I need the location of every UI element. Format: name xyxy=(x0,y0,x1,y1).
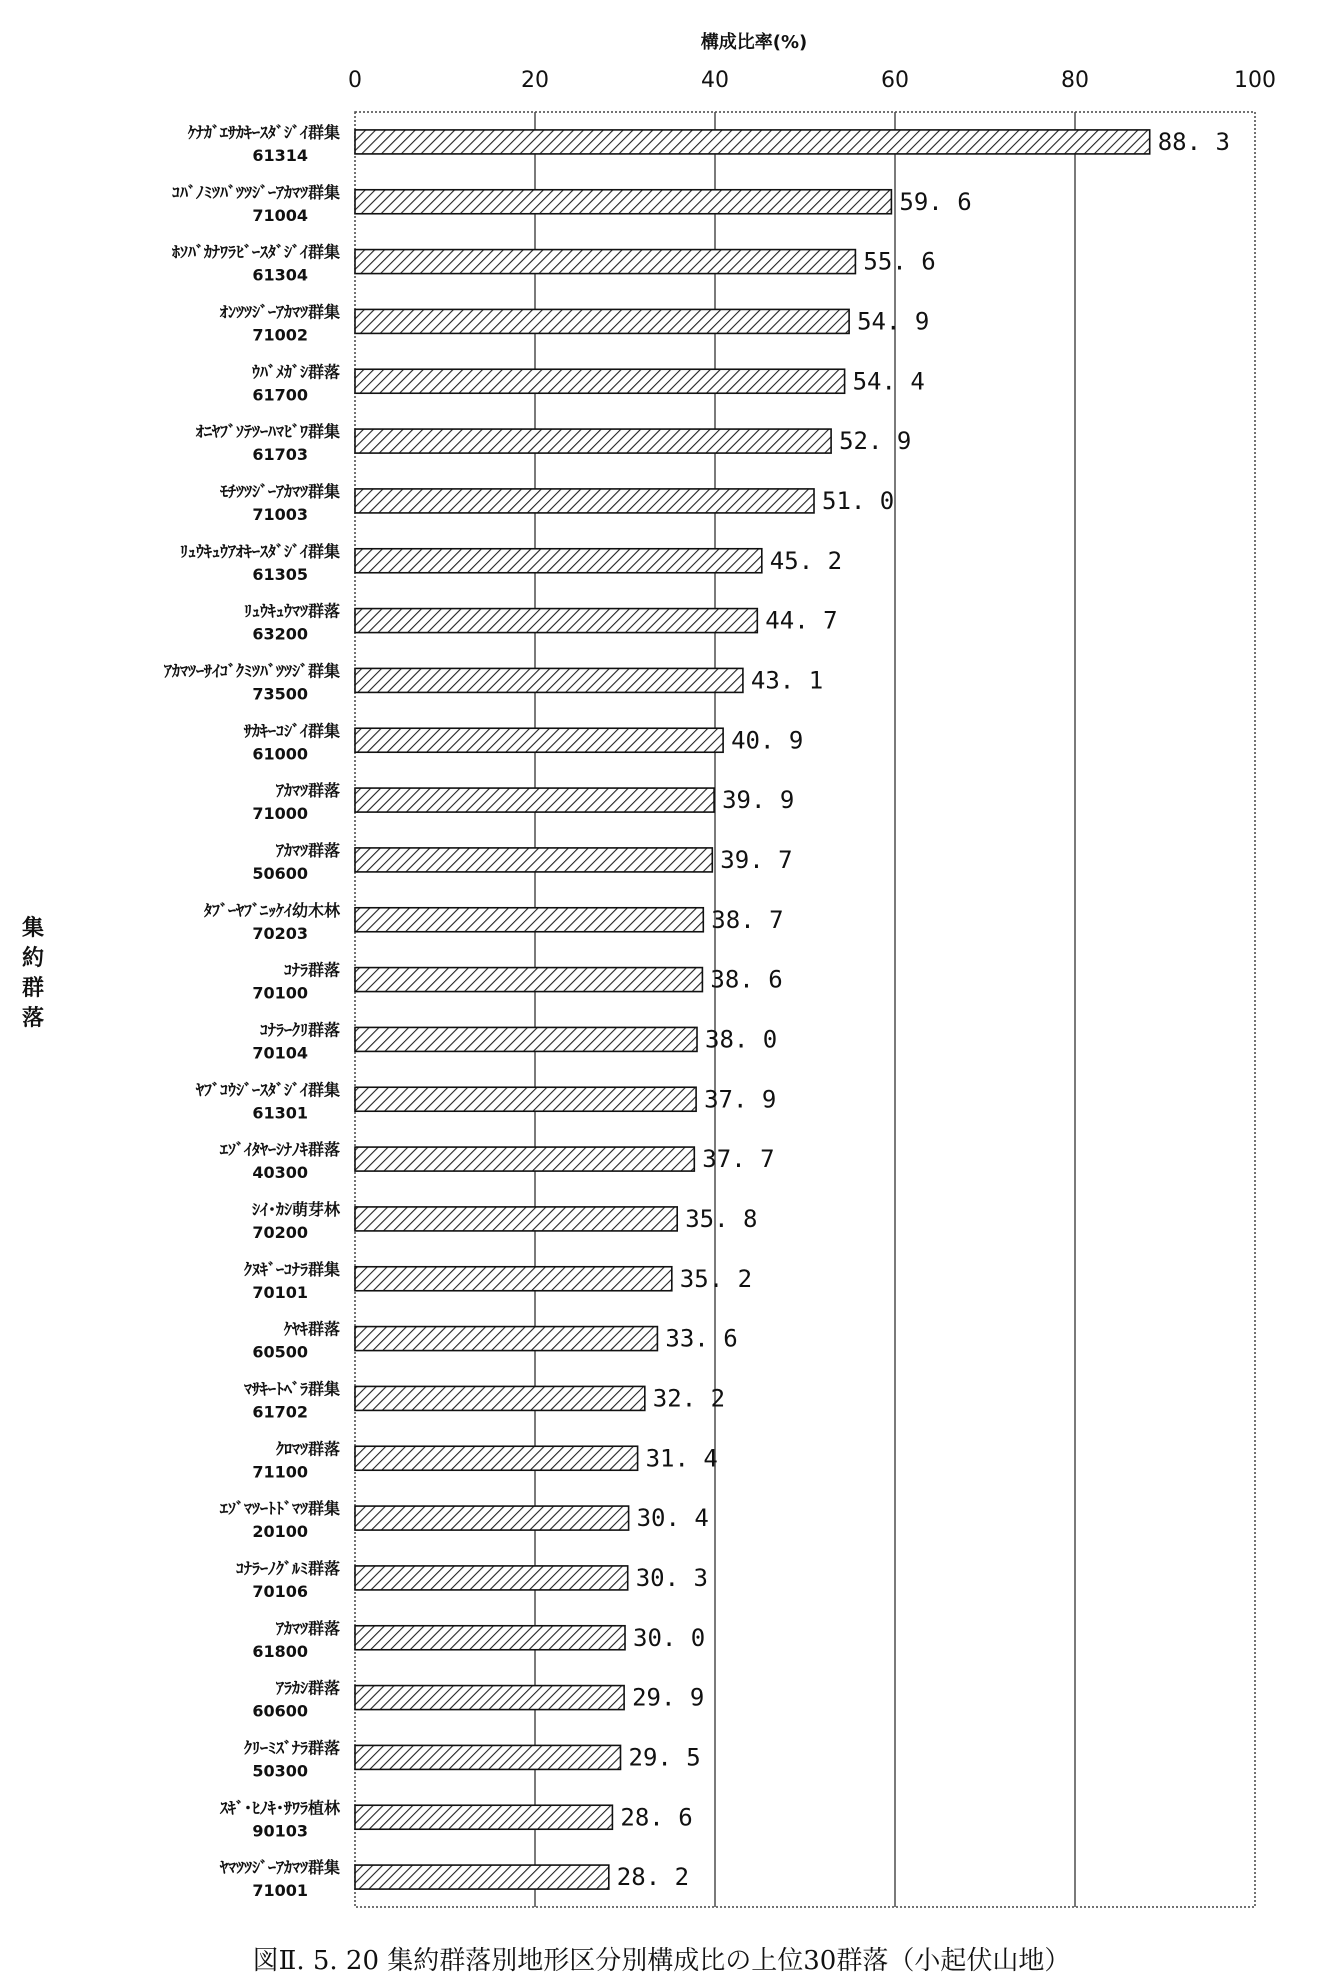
category-name-label: ｱｶﾏﾂ群落 xyxy=(275,1618,340,1638)
data-label: 39. 9 xyxy=(722,786,795,815)
category-name-label: ﾔﾏﾂﾂｼﾞｰｱｶﾏﾂ群集 xyxy=(219,1858,340,1878)
data-label: 35. 2 xyxy=(679,1264,753,1293)
data-label: 29. 9 xyxy=(632,1683,705,1712)
bar xyxy=(355,250,855,274)
bar xyxy=(355,968,702,992)
data-label: 38. 6 xyxy=(710,965,783,994)
data-label: 54. 4 xyxy=(852,367,925,396)
category-code-label: 40300 xyxy=(252,1163,308,1183)
x-tick-label: 40 xyxy=(701,68,729,93)
data-label: 37. 9 xyxy=(704,1085,777,1114)
category-name-label: ｽｷﾞ･ﾋﾉｷ･ｻﾜﾗ植林 xyxy=(219,1798,340,1818)
bar xyxy=(355,489,814,513)
bar xyxy=(355,1626,625,1650)
bar xyxy=(355,728,723,752)
data-label: 32. 2 xyxy=(652,1384,726,1413)
data-label: 88. 3 xyxy=(1157,127,1230,156)
category-name-label: ｴｿﾞﾏﾂｰﾄﾄﾞﾏﾂ群集 xyxy=(219,1499,340,1519)
bar xyxy=(355,1805,612,1829)
category-name-label: ﾘｭｳｷｭｳｱｵｷｰｽﾀﾞｼﾞｲ群集 xyxy=(179,541,340,561)
x-tick-label: 0 xyxy=(348,68,362,93)
bar xyxy=(355,549,762,573)
category-name-label: ｹﾅｶﾞｴｻｶｷｰｽﾀﾞｼﾞｲ群集 xyxy=(187,122,340,142)
data-label: 28. 6 xyxy=(620,1803,693,1832)
bar xyxy=(355,788,714,812)
bar xyxy=(355,309,849,333)
data-label: 43. 1 xyxy=(750,666,824,695)
x-tick-label: 100 xyxy=(1234,68,1276,93)
bar xyxy=(355,1207,677,1231)
data-label: 31. 4 xyxy=(645,1444,718,1473)
bar xyxy=(355,130,1150,154)
category-name-label: ｵﾆﾔﾌﾞｿﾃﾂｰﾊﾏﾋﾞﾜ群集 xyxy=(195,422,340,442)
category-code-label: 61305 xyxy=(252,564,308,584)
data-label: 35. 8 xyxy=(685,1204,758,1233)
category-name-label: ﾘｭｳｷｭｳﾏﾂ群落 xyxy=(243,601,340,621)
category-code-label: 60600 xyxy=(252,1701,308,1721)
category-name-label: ｻｶｷｰｺｼﾞｲ群集 xyxy=(243,721,340,741)
category-code-label: 70101 xyxy=(252,1282,308,1302)
data-label: 38. 7 xyxy=(711,905,784,934)
category-code-label: 61301 xyxy=(252,1103,308,1123)
category-code-label: 50600 xyxy=(252,863,308,883)
figure-caption: 図Ⅱ. 5. 20 集約群落別地形区分別構成比の上位30群落（小起伏山地） xyxy=(252,1946,1071,1976)
category-code-label: 71001 xyxy=(252,1881,308,1901)
category-code-label: 61800 xyxy=(252,1641,308,1661)
category-code-label: 71003 xyxy=(252,504,308,524)
category-name-label: ｱｶﾏﾂ群落 xyxy=(275,781,340,801)
category-name-label: ｸﾇｷﾞｰｺﾅﾗ群集 xyxy=(243,1259,340,1279)
data-label: 39. 7 xyxy=(720,845,793,874)
data-label: 55. 6 xyxy=(863,247,936,276)
bar xyxy=(355,1566,628,1590)
category-name-label: ﾎｿﾊﾞｶﾅﾜﾗﾋﾞｰｽﾀﾞｼﾞｲ群集 xyxy=(171,242,340,262)
bar xyxy=(355,1327,657,1351)
x-tick-label: 20 xyxy=(521,68,549,93)
bar xyxy=(355,429,831,453)
bar xyxy=(355,1267,672,1291)
bar xyxy=(355,369,845,393)
category-code-label: 50300 xyxy=(252,1761,308,1781)
category-name-label: ｵﾝﾂﾂｼﾞｰｱｶﾏﾂ群集 xyxy=(219,302,340,322)
category-name-label: ｱﾗｶｼ群落 xyxy=(275,1678,340,1698)
bar xyxy=(355,1087,696,1111)
bar xyxy=(355,1386,645,1410)
category-code-label: 71100 xyxy=(252,1462,308,1482)
category-name-label: ｴｿﾞｲﾀﾔｰｼﾅﾉｷ群落 xyxy=(219,1140,340,1160)
bar xyxy=(355,848,712,872)
data-label: 30. 4 xyxy=(636,1504,709,1533)
bar xyxy=(355,668,743,692)
category-code-label: 60500 xyxy=(252,1342,308,1362)
category-name-label: ﾔﾌﾞｺｳｼﾞｰｽﾀﾞｼﾞｲ群集 xyxy=(195,1080,340,1100)
x-tick-label: 80 xyxy=(1061,68,1089,93)
category-code-label: 70106 xyxy=(252,1581,308,1601)
category-code-label: 20100 xyxy=(252,1522,308,1542)
data-label: 38. 0 xyxy=(705,1025,778,1054)
category-name-label: ｱｶﾏﾂ群落 xyxy=(275,840,340,860)
category-name-label: ｺﾅﾗ群落 xyxy=(283,960,340,980)
category-code-label: 70104 xyxy=(252,1043,308,1063)
data-label: 33. 6 xyxy=(665,1324,738,1353)
category-labels xyxy=(163,123,341,1900)
category-code-label: 61700 xyxy=(252,385,308,405)
category-code-label: 61702 xyxy=(252,1402,308,1422)
category-code-label: 71000 xyxy=(252,804,308,824)
category-name-label: ｹﾔｷ群落 xyxy=(283,1319,340,1339)
category-code-label: 90103 xyxy=(252,1821,308,1841)
bar xyxy=(355,1506,629,1530)
x-axis-title: 構成比率(%) xyxy=(700,32,808,53)
category-code-label: 61703 xyxy=(252,445,308,465)
data-label: 37. 7 xyxy=(702,1145,775,1174)
category-code-label: 61304 xyxy=(252,265,308,285)
data-label: 51. 0 xyxy=(822,486,895,515)
bars xyxy=(355,130,1150,1892)
category-code-label: 70203 xyxy=(252,923,308,943)
category-name-label: ｼｲ･ｶｼ萌芽林 xyxy=(251,1199,340,1219)
category-code-label: 71004 xyxy=(252,205,308,225)
category-code-label: 73500 xyxy=(252,684,308,704)
y-axis-title: 集約群落 xyxy=(21,916,45,1031)
bar xyxy=(355,1745,621,1769)
category-name-label: ｸﾘｰﾐｽﾞﾅﾗ群落 xyxy=(243,1738,340,1758)
bar xyxy=(355,190,891,214)
data-label: 28. 2 xyxy=(616,1863,690,1892)
data-label: 30. 0 xyxy=(633,1623,706,1652)
category-name-label: ｺﾅﾗｰｸﾘ群落 xyxy=(259,1020,340,1040)
data-label: 52. 9 xyxy=(839,427,912,456)
bar xyxy=(355,1446,638,1470)
bar xyxy=(355,1686,624,1710)
data-label: 59. 6 xyxy=(899,187,972,216)
category-code-label: 61314 xyxy=(252,145,308,165)
category-name-label: ｳﾊﾞﾒｶﾞｼ群落 xyxy=(251,362,340,382)
category-code-label: 70200 xyxy=(252,1222,308,1242)
category-code-label: 63200 xyxy=(252,624,308,644)
category-name-label: ｸﾛﾏﾂ群落 xyxy=(275,1439,340,1459)
data-label: 40. 9 xyxy=(731,726,804,755)
data-label: 29. 5 xyxy=(628,1743,701,1772)
category-name-label: ﾓﾁﾂﾂｼﾞｰｱｶﾏﾂ群集 xyxy=(219,481,340,501)
category-name-label: ﾏｻｷｰﾄﾍﾞﾗ群集 xyxy=(243,1379,340,1399)
bar xyxy=(355,1147,694,1171)
x-tick-label: 60 xyxy=(881,68,909,93)
category-name-label: ｺﾊﾞﾉﾐﾂﾊﾞﾂﾂｼﾞｰｱｶﾏﾂ群集 xyxy=(171,182,340,202)
bar xyxy=(355,609,757,633)
bar xyxy=(355,1865,609,1889)
category-name-label: ｺﾅﾗｰﾉｸﾞﾙﾐ群落 xyxy=(235,1558,340,1578)
bar xyxy=(355,1027,697,1051)
category-code-label: 61000 xyxy=(252,744,308,764)
category-code-label: 71002 xyxy=(252,325,308,345)
category-code-label: 70100 xyxy=(252,983,308,1003)
category-name-label: ﾀﾌﾞｰﾔﾌﾞﾆｯｹｲ幼木林 xyxy=(203,900,340,920)
x-tick-labels xyxy=(348,68,1276,93)
data-label: 30. 3 xyxy=(635,1563,708,1592)
bar xyxy=(355,908,703,932)
category-name-label: ｱｶﾏﾂｰｻｲｺﾞｸﾐﾂﾊﾞﾂﾂｼﾞ群集 xyxy=(163,661,340,681)
data-label: 44. 7 xyxy=(765,606,838,635)
data-label: 54. 9 xyxy=(857,307,930,336)
data-label: 45. 2 xyxy=(769,546,843,575)
